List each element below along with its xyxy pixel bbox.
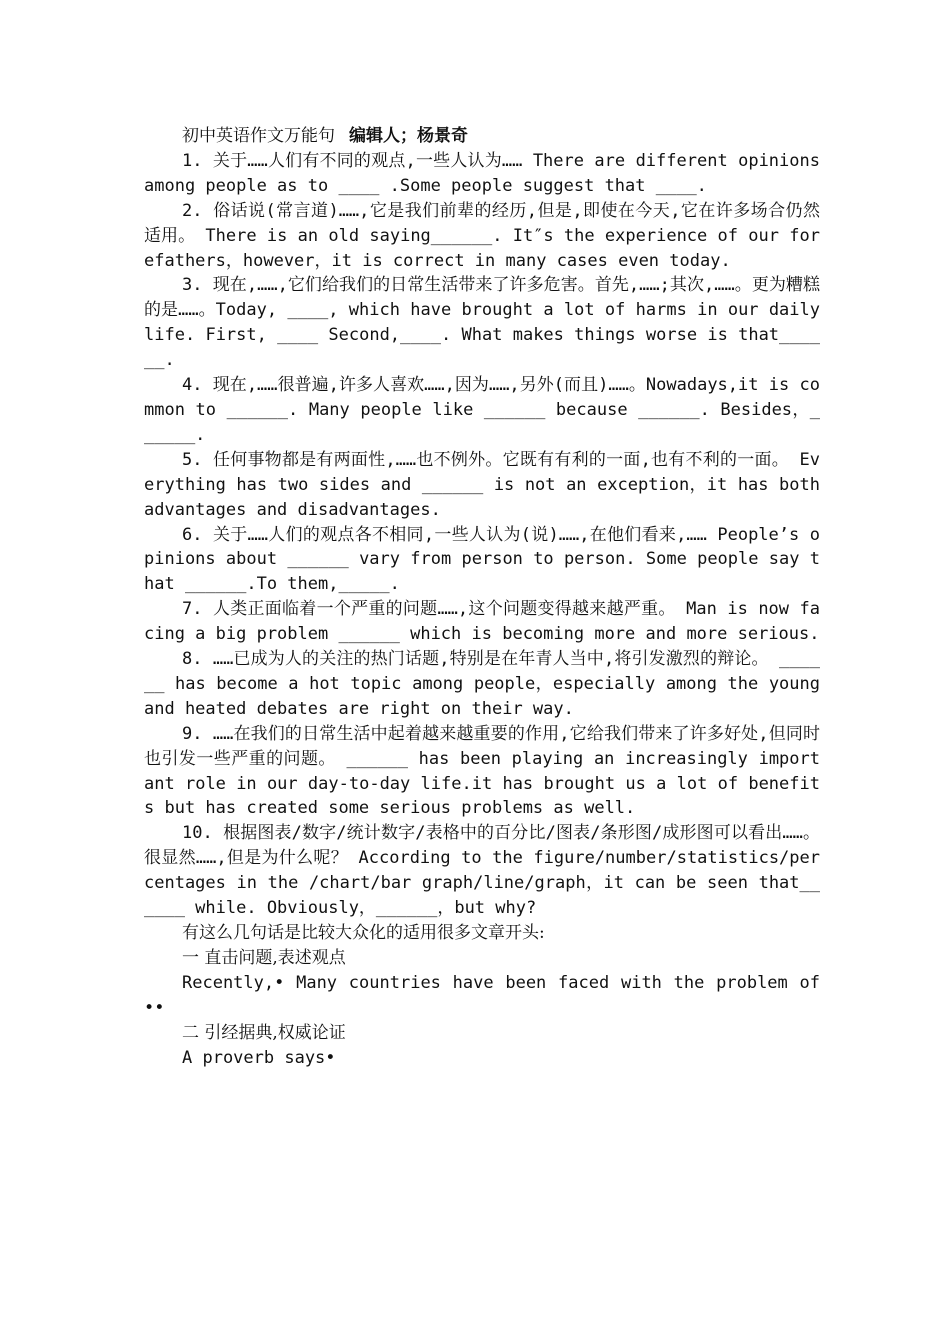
section-heading: 一 直击问题,表述观点 xyxy=(182,947,346,968)
document-title: 初中英语作文万能句 xyxy=(182,126,335,146)
list-item: 3. 现在,……,它们给我们的日常生活带来了许多危害。首先,……;其次,……。更为糟糕的是……。Today, ____, which have brought a lot of harms in our daily life. First, ____ Second,____. What makes things worse is that______. xyxy=(144,275,820,371)
document-page xyxy=(144,124,820,1070)
list-item: 1. 关于……人们有不同的观点,一些人认为…… There are different opinions among people as to ____ .Some people suggest that ____. xyxy=(144,150,820,196)
section-text: A proverb says• xyxy=(182,1047,336,1068)
list-item: 2. 俗话说(常言道)……,它是我们前辈的经历,但是,即使在今天,它在许多场合仍然适用。 There is an old saying______. It″s the experience of our forefathers，however，it is correct in many cases even today. xyxy=(144,200,820,271)
list-item: 9. ……在我们的日常生活中起着越来越重要的作用,它给我们带来了许多好处,但同时也引发一些严重的问题。 ______ has been playing an increasingly important role in our day-to-day life.it has brought us a lot of benefits but has created some serious problems as well. xyxy=(144,723,820,819)
list-item: 8. ……已成为人的关注的热门话题,特别是在年青人当中,将引发激烈的辩论。 ______ has become a hot topic among people，especially among the young and heated debates are right on their way. xyxy=(144,649,820,719)
document-title-line xyxy=(144,124,820,149)
section-heading: 二 引经据典,权威论证 xyxy=(182,1022,346,1043)
list-item: 6. 关于……人们的观点各不相同,一些人认为(说)……,在他们看来,…… People’s opinions about ______ vary from person to person. Some people say that ______.To them,_____. xyxy=(144,524,820,595)
list-item: 5. 任何事物都是有两面性,……也不例外。它既有有利的一面,也有不利的一面。 Everything has two sides and ______ is not an exception，it has both advantages and disadvantages. xyxy=(144,449,820,520)
intro-text: 有这么几句话是比较大众化的适用很多文章开头: xyxy=(182,923,545,943)
editor-credit: 编辑人；杨景奇 xyxy=(349,126,468,146)
list-item: 10. 根据图表/数字/统计数字/表格中的百分比/图表/条形图/成形图可以看出……。很显然……,但是为什么呢？ According to the figure/number/statistics/percentages in the /chart/bar graph/line/graph，it can be seen that______ while. Obviously，______，but why? xyxy=(144,823,820,919)
list-item: 4. 现在,……很普遍,许多人喜欢……,因为……,另外(而且)……。Nowadays,it is common to ______. Many people like ______ because ______. Besides，______. xyxy=(144,375,820,445)
list-item: 7. 人类正面临着一个严重的问题……,这个问题变得越来越严重。 Man is now facing a big problem ______ which is becoming more and more serious. xyxy=(144,599,820,645)
section-text: Recently,• Many countries have been faced with the problem of •• xyxy=(144,972,820,1018)
